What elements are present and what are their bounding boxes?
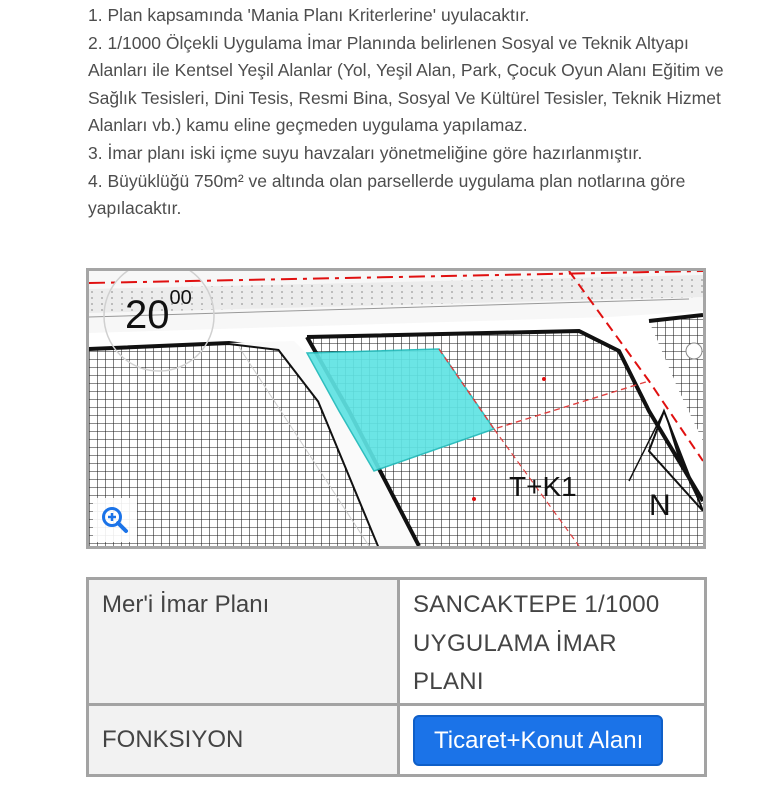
zoom-in-icon [101,506,129,534]
map-scale-label [125,287,192,338]
function-label: FONKSIYON [88,705,399,776]
plan-note-3: 3. İmar planı iski içme suyu havzaları yönetmeliğine göre hazırlanmıştır. [88,142,643,163]
map-scale-sup: 00 [169,287,192,309]
plan-notes [88,2,728,223]
zone-label: T+K1 [509,471,577,502]
table-row [88,705,706,776]
plan-label: Mer'i İmar Planı [88,579,399,705]
plan-note-2: 2. 1/1000 Ölçekli Uygulama İmar Planında belirlenen Sosyal ve Teknik Altyapı Alanları ile Kentsel Yeşil Alanlar (Yol, Yeşil Alan, Park, Çocuk Oyun Alanı Eğitim ve Sağlık Tesisleri, Dini Tesis, Resmi Bina, Sosyal Ve Kültürel Tesisler, Teknik Hizmet Alanları vb.) kamu eline geçmeden uygulama yapılamaz. [88,32,724,136]
zoning-map[interactable] [86,268,706,549]
north-label: N [649,489,671,522]
function-value-button[interactable]: Ticaret+Konut Alanı [413,715,663,766]
plan-note-4: 4. Büyüklüğü 750m² ve altında olan parsellerde uygulama plan notlarına göre yapılacaktır. [88,170,686,219]
plan-note-1: 1. Plan kapsamında 'Mania Planı Kriterlerine' uyulacaktır. [88,5,530,25]
function-cell [399,705,706,776]
zoom-button[interactable] [93,498,137,542]
map-scale-main: 20 [125,293,170,337]
plan-value: SANCAKTEPE 1/1000 UYGULAMA İMAR PLANI [399,579,706,705]
table-row [88,579,706,705]
plan-info-table [86,577,707,777]
